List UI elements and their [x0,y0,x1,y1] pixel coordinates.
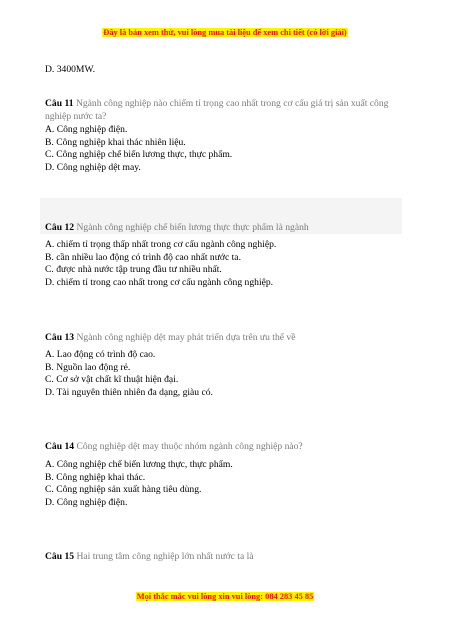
question-number: Câu 15 [45,551,75,562]
question-text: Công nghiệp dệt may thuộc nhóm ngành công nghiệp nào? [76,441,303,452]
question-13 [45,332,405,345]
option: B. Nguồn lao động rẻ. [45,361,131,373]
question-text: Hai trung tâm công nghiệp lớn nhất nước ta là [76,551,254,562]
option: C. Công nghiệp chế biến lương thực, thực phẩm. [45,149,233,161]
option: B. Công nghiệp khai thác. [45,471,146,483]
question-text: Ngành công nghiệp dệt may phát triển dựa trên ưu thế về [76,332,296,343]
option: D. chiếm tỉ trong cao nhất trong cơ cấu ngành công nghiệp. [45,276,274,288]
question-12 [45,222,405,235]
preview-banner-text: Đây là bản xem thử, vui lòng mua tài liệu để xem chi tiết (có lời giải) [103,28,347,37]
option: C. được nhà nước tập trung đầu tư nhiều nhất. [45,264,222,276]
options-11 [45,124,415,174]
question-number: Câu 12 [45,222,75,233]
option: B. Công nghiệp khai thác nhiên liệu. [45,136,186,148]
option: A. Công nghiệp chế biến lương thực, thực phẩm. [45,459,233,470]
question-text: Ngành công nghiệp chế biến lương thực thực phẩm là ngành [76,222,309,233]
question-14 [45,441,405,454]
question-number: Câu 13 [45,332,75,343]
question-11 [45,98,405,123]
preview-banner [0,27,450,38]
option: D. Công nghiệp dệt may. [45,161,141,173]
options-14 [45,459,415,509]
question-number: Câu 11 [45,98,74,109]
option: A. chiếm tỉ trọng thấp nhất trong cơ cấu ngành công nghiệp. [45,239,277,250]
contact-banner [0,591,450,602]
options-13 [45,349,415,399]
contact-banner-text: Mọi thắc mắc vui lòng xin vui lòng: 084 283 45 85 [136,592,314,601]
question-15 [45,551,405,564]
question-number: Câu 14 [45,441,75,452]
options-12 [45,239,415,289]
option: B. cần nhiều lao động có trình độ cao nhất nước ta. [45,251,241,263]
question-text: Ngành công nghiệp nào chiếm tỉ trọng cao nhất trong cơ cấu giá trị sản xuất công nghiệp nước ta? [45,98,389,122]
option: D. Tài nguyên thiên nhiên đa dạng, giàu có. [45,386,213,398]
option: D. Công nghiệp điện. [45,496,128,508]
option: A. Lao động có trình độ cao. [45,349,156,360]
option: A. Công nghiệp điện. [45,124,128,135]
option: C. Công nghiệp sản xuất hàng tiêu dùng. [45,484,202,496]
option: C. Cơ sở vật chất kĩ thuật hiện đại. [45,374,179,386]
previous-answer: D. 3400MW. [45,64,96,75]
